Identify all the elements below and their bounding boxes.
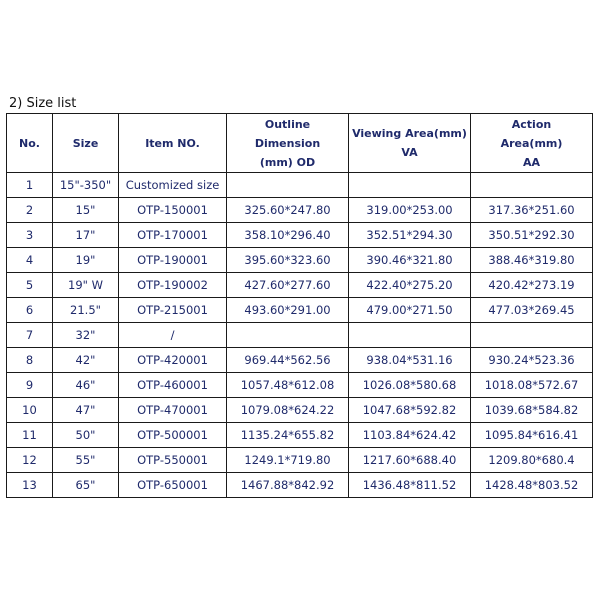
cell-item-no: OTP-150001 (119, 198, 227, 223)
table-row (7, 348, 593, 373)
cell-action-area: 1018.08*572.67 (471, 373, 593, 398)
table-row (7, 473, 593, 498)
table-row (7, 448, 593, 473)
cell-viewing-area: 1217.60*688.40 (349, 448, 471, 473)
cell-viewing-area: 1436.48*811.52 (349, 473, 471, 498)
cell-viewing-area: 1026.08*580.68 (349, 373, 471, 398)
cell-action-area: 350.51*292.30 (471, 223, 593, 248)
cell-size: 47" (53, 398, 119, 423)
cell-no: 11 (7, 423, 53, 448)
cell-item-no: OTP-170001 (119, 223, 227, 248)
cell-no: 7 (7, 323, 53, 348)
cell-item-no: OTP-470001 (119, 398, 227, 423)
table-row (7, 423, 593, 448)
cell-no: 9 (7, 373, 53, 398)
cell-item-no: OTP-420001 (119, 348, 227, 373)
cell-size: 15"-350" (53, 173, 119, 198)
cell-action-area: 930.24*523.36 (471, 348, 593, 373)
table-row (7, 248, 593, 273)
cell-no: 4 (7, 248, 53, 273)
table-row (7, 298, 593, 323)
cell-action-area: 1428.48*803.52 (471, 473, 593, 498)
cell-viewing-area: 422.40*275.20 (349, 273, 471, 298)
cell-no: 5 (7, 273, 53, 298)
table-header-row (7, 114, 593, 173)
cell-item-no: / (119, 323, 227, 348)
cell-action-area: 1039.68*584.82 (471, 398, 593, 423)
table-row (7, 373, 593, 398)
header-no: No. (7, 114, 53, 173)
cell-outline-dimension: 358.10*296.40 (227, 223, 349, 248)
cell-no: 13 (7, 473, 53, 498)
header-outline-dimension: Outline Dimension (mm) OD (227, 114, 349, 173)
table-row (7, 223, 593, 248)
cell-outline-dimension: 395.60*323.60 (227, 248, 349, 273)
cell-size: 19" W (53, 273, 119, 298)
cell-size: 19" (53, 248, 119, 273)
cell-no: 6 (7, 298, 53, 323)
cell-no: 8 (7, 348, 53, 373)
table-body (7, 173, 593, 498)
cell-outline-dimension: 325.60*247.80 (227, 198, 349, 223)
cell-size: 32" (53, 323, 119, 348)
cell-viewing-area (349, 323, 471, 348)
cell-item-no: OTP-500001 (119, 423, 227, 448)
cell-no: 2 (7, 198, 53, 223)
cell-viewing-area: 1047.68*592.82 (349, 398, 471, 423)
cell-viewing-area: 319.00*253.00 (349, 198, 471, 223)
header-size: Size (53, 114, 119, 173)
cell-action-area (471, 173, 593, 198)
cell-size: 42" (53, 348, 119, 373)
cell-size: 46" (53, 373, 119, 398)
cell-size: 17" (53, 223, 119, 248)
header-viewing-area: Viewing Area(mm) VA (349, 114, 471, 173)
cell-size: 50" (53, 423, 119, 448)
cell-action-area: 420.42*273.19 (471, 273, 593, 298)
cell-action-area: 1209.80*680.4 (471, 448, 593, 473)
cell-no: 1 (7, 173, 53, 198)
cell-size: 15" (53, 198, 119, 223)
cell-size: 65" (53, 473, 119, 498)
size-list-table (6, 113, 593, 498)
header-item-no: Item NO. (119, 114, 227, 173)
section-title: 2) Size list (9, 96, 77, 111)
cell-size: 55" (53, 448, 119, 473)
cell-viewing-area: 1103.84*624.42 (349, 423, 471, 448)
cell-outline-dimension: 1079.08*624.22 (227, 398, 349, 423)
cell-outline-dimension: 493.60*291.00 (227, 298, 349, 323)
table-row (7, 198, 593, 223)
cell-viewing-area (349, 173, 471, 198)
cell-item-no: Customized size (119, 173, 227, 198)
cell-action-area: 388.46*319.80 (471, 248, 593, 273)
cell-viewing-area: 390.46*321.80 (349, 248, 471, 273)
cell-outline-dimension: 969.44*562.56 (227, 348, 349, 373)
cell-no: 3 (7, 223, 53, 248)
cell-outline-dimension: 427.60*277.60 (227, 273, 349, 298)
cell-action-area: 477.03*269.45 (471, 298, 593, 323)
table-row (7, 173, 593, 198)
cell-viewing-area: 352.51*294.30 (349, 223, 471, 248)
cell-outline-dimension: 1057.48*612.08 (227, 373, 349, 398)
cell-outline-dimension: 1135.24*655.82 (227, 423, 349, 448)
cell-viewing-area: 479.00*271.50 (349, 298, 471, 323)
cell-action-area: 1095.84*616.41 (471, 423, 593, 448)
cell-item-no: OTP-215001 (119, 298, 227, 323)
cell-no: 10 (7, 398, 53, 423)
cell-outline-dimension: 1249.1*719.80 (227, 448, 349, 473)
table-row (7, 398, 593, 423)
cell-item-no: OTP-650001 (119, 473, 227, 498)
cell-item-no: OTP-190001 (119, 248, 227, 273)
table-row (7, 323, 593, 348)
cell-viewing-area: 938.04*531.16 (349, 348, 471, 373)
cell-outline-dimension (227, 323, 349, 348)
table-row (7, 273, 593, 298)
cell-action-area (471, 323, 593, 348)
header-action-area: Action Area(mm) AA (471, 114, 593, 173)
cell-item-no: OTP-550001 (119, 448, 227, 473)
cell-outline-dimension: 1467.88*842.92 (227, 473, 349, 498)
cell-outline-dimension (227, 173, 349, 198)
cell-action-area: 317.36*251.60 (471, 198, 593, 223)
cell-no: 12 (7, 448, 53, 473)
cell-item-no: OTP-190002 (119, 273, 227, 298)
cell-item-no: OTP-460001 (119, 373, 227, 398)
cell-size: 21.5" (53, 298, 119, 323)
